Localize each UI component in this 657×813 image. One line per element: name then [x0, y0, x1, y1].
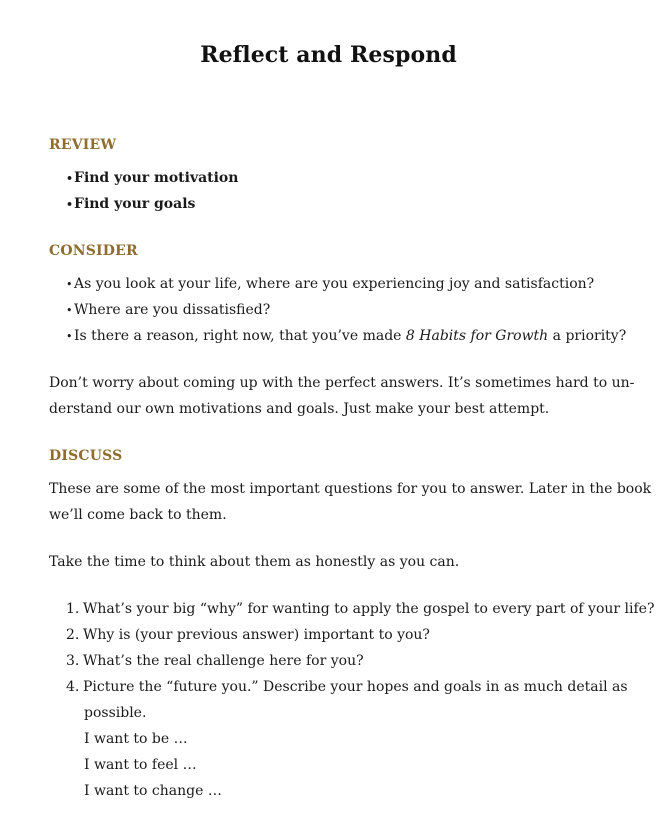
review-item-2: • Find your goals — [66, 191, 195, 218]
consider-item-3-text: Is there a reason, right now, that you’ve made — [74, 328, 406, 344]
question-4-continued: possible. — [84, 705, 147, 721]
book-title: 8 Habits for Growth — [405, 328, 549, 344]
review-heading: REVIEW — [49, 137, 117, 153]
consider-item-3-end: a priority? — [548, 328, 627, 344]
question-3-text: What’s the real challenge here for you? — [83, 653, 364, 669]
review-item-1: • Find your motivation — [66, 165, 238, 192]
question-1-text: What’s your big “why” for wanting to apply the gospel to every part of your life? — [83, 601, 655, 617]
discuss-paragraph-1-line-1: These are some of the most important questions for you to answer. Later in the book — [49, 481, 652, 497]
discuss-paragraph-2: Take the time to think about them as honestly as you can. — [49, 554, 460, 570]
prompt-feel: I want to feel … — [84, 757, 197, 773]
question-2: 2. Why is (your previous answer) important to you? — [66, 627, 430, 643]
consider-item-2: • Where are you dissatisfied? — [66, 297, 270, 324]
consider-item-3 — [66, 323, 626, 350]
question-4-text: Picture the “future you.” Describe your hopes and goals in as much detail as — [83, 679, 628, 695]
consider-paragraph-line-1: Don’t worry about coming up with the perfect answers. It’s sometimes hard to un- — [49, 375, 635, 391]
question-4: 4. Picture the “future you.” Describe your hopes and goals in as much detail as — [66, 679, 628, 695]
consider-heading: CONSIDER — [49, 243, 138, 259]
consider-paragraph-line-2: derstand our own motivations and goals. Just make your best attempt. — [49, 401, 550, 417]
question-2-text: Why is (your previous answer) important to you? — [83, 627, 430, 643]
consider-item-1: • As you look at your life, where are you experiencing joy and satisfaction? — [66, 271, 594, 298]
question-1: 1. What’s your big “why” for wanting to apply the gospel to every part of your life? — [66, 601, 655, 617]
question-3: 3. What’s the real challenge here for you? — [66, 653, 364, 669]
discuss-paragraph-1-line-2: we’ll come back to them. — [49, 507, 227, 523]
prompt-be: I want to be … — [84, 731, 188, 747]
page-title: Reflect and Respond — [200, 42, 457, 68]
prompt-change: I want to change … — [84, 783, 222, 799]
discuss-heading: DISCUSS — [49, 448, 123, 464]
